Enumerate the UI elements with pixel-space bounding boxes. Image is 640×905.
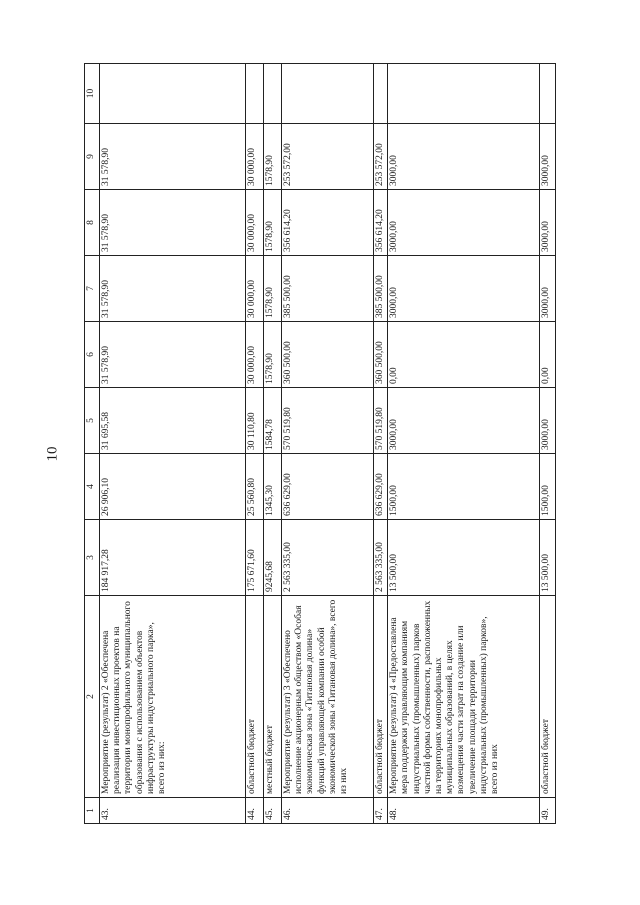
value-cell: 356 614,20: [374, 190, 388, 256]
value-cell: 3000,00: [540, 124, 556, 190]
column-header: 8: [85, 190, 100, 256]
value-cell: 3000,00: [388, 124, 540, 190]
table-row: [282, 64, 374, 824]
budget-table-wrapper: [84, 64, 552, 824]
row-name-cell: областной бюджет: [374, 596, 388, 798]
value-cell: 184 917,28: [100, 520, 246, 596]
value-cell: 2 563 335,00: [374, 520, 388, 596]
column-header: 5: [85, 388, 100, 454]
value-cell: 356 614,20: [282, 190, 374, 256]
table-header-row: [85, 64, 100, 824]
value-cell: 1584,78: [264, 388, 282, 454]
value-cell: 253 572,00: [282, 124, 374, 190]
value-cell: [246, 64, 264, 124]
value-cell: 30 000,00: [246, 124, 264, 190]
value-cell: 30 000,00: [246, 256, 264, 322]
value-cell: 253 572,00: [374, 124, 388, 190]
column-header: 9: [85, 124, 100, 190]
column-header: 1: [85, 798, 100, 824]
value-cell: 25 560,80: [246, 454, 264, 520]
value-cell: 385 500,00: [282, 256, 374, 322]
value-cell: 3000,00: [388, 388, 540, 454]
value-cell: 360 500,00: [374, 322, 388, 388]
row-name-cell: Мероприятие (результат) 4 «Предоставлена мера поддержки управляющим компаниям индустриальных (промышленных) парков частной формы собственности, расположенных на территориях монопрофильных муниципальных образований, в целях возмещения части затрат на создание или увеличение площади территории индустриальных (промышленных) парков», всего из них: [388, 596, 540, 798]
page-number: 10: [44, 446, 61, 462]
value-cell: 1345,30: [264, 454, 282, 520]
value-cell: [540, 64, 556, 124]
value-cell: 2 563 335,00: [282, 520, 374, 596]
column-header: 6: [85, 322, 100, 388]
row-name-cell: областной бюджет: [246, 596, 264, 798]
value-cell: 175 671,60: [246, 520, 264, 596]
value-cell: 1578,90: [264, 190, 282, 256]
column-header: 2: [85, 596, 100, 798]
budget-table: [84, 63, 556, 824]
row-number-cell: 45.: [264, 798, 282, 824]
value-cell: 26 906,10: [100, 454, 246, 520]
value-cell: 1500,00: [540, 454, 556, 520]
table-row: [388, 64, 540, 824]
value-cell: 636 629,00: [374, 454, 388, 520]
table-row: [540, 64, 556, 824]
table-row: [264, 64, 282, 824]
row-name-cell: Мероприятие (результат) 3 «Обеспечено исполнение акционерным обществом «Особая экономическая зона «Титановая долина» функций управляющей компании особой экономической зоны «Титановая долина», всего из них: [282, 596, 374, 798]
row-name-cell: Мероприятие (результат) 2 «Обеспечена реализация инвестиционных проектов на территории монопрофильного муниципального образования с использованием объектов инфраструктуры индустриального парка», всего из них:: [100, 596, 246, 798]
value-cell: 3000,00: [540, 388, 556, 454]
row-number-cell: 44.: [246, 798, 264, 824]
value-cell: 13 500,00: [540, 520, 556, 596]
value-cell: 1500,00: [388, 454, 540, 520]
value-cell: 30 110,80: [246, 388, 264, 454]
value-cell: 31 578,90: [100, 190, 246, 256]
value-cell: 360 500,00: [282, 322, 374, 388]
value-cell: 636 629,00: [282, 454, 374, 520]
value-cell: 570 519,80: [374, 388, 388, 454]
value-cell: 3000,00: [388, 190, 540, 256]
value-cell: 0,00: [540, 322, 556, 388]
column-header: 10: [85, 64, 100, 124]
row-number-cell: 47.: [374, 798, 388, 824]
value-cell: [100, 64, 246, 124]
column-header: 3: [85, 520, 100, 596]
value-cell: 1578,90: [264, 256, 282, 322]
value-cell: [388, 64, 540, 124]
table-row: [246, 64, 264, 824]
value-cell: 3000,00: [388, 256, 540, 322]
value-cell: 13 500,00: [388, 520, 540, 596]
value-cell: 31 578,90: [100, 322, 246, 388]
row-number-cell: 48.: [388, 798, 540, 824]
value-cell: [264, 64, 282, 124]
value-cell: 3000,00: [540, 256, 556, 322]
value-cell: 385 500,00: [374, 256, 388, 322]
value-cell: 31 578,90: [100, 256, 246, 322]
row-number-cell: 49.: [540, 798, 556, 824]
value-cell: 570 519,80: [282, 388, 374, 454]
row-name-cell: местный бюджет: [264, 596, 282, 798]
value-cell: [282, 64, 374, 124]
value-cell: 0,00: [388, 322, 540, 388]
row-name-cell: областной бюджет: [540, 596, 556, 798]
value-cell: 1578,90: [264, 322, 282, 388]
value-cell: 9245,68: [264, 520, 282, 596]
row-number-cell: 46.: [282, 798, 374, 824]
table-row: [374, 64, 388, 824]
value-cell: 1578,90: [264, 124, 282, 190]
value-cell: 31 578,90: [100, 124, 246, 190]
column-header: 7: [85, 256, 100, 322]
value-cell: 3000,00: [540, 190, 556, 256]
table-row: [100, 64, 246, 824]
value-cell: 31 695,58: [100, 388, 246, 454]
column-header: 4: [85, 454, 100, 520]
value-cell: 30 000,00: [246, 322, 264, 388]
row-number-cell: 43.: [100, 798, 246, 824]
value-cell: [374, 64, 388, 124]
value-cell: 30 000,00: [246, 190, 264, 256]
